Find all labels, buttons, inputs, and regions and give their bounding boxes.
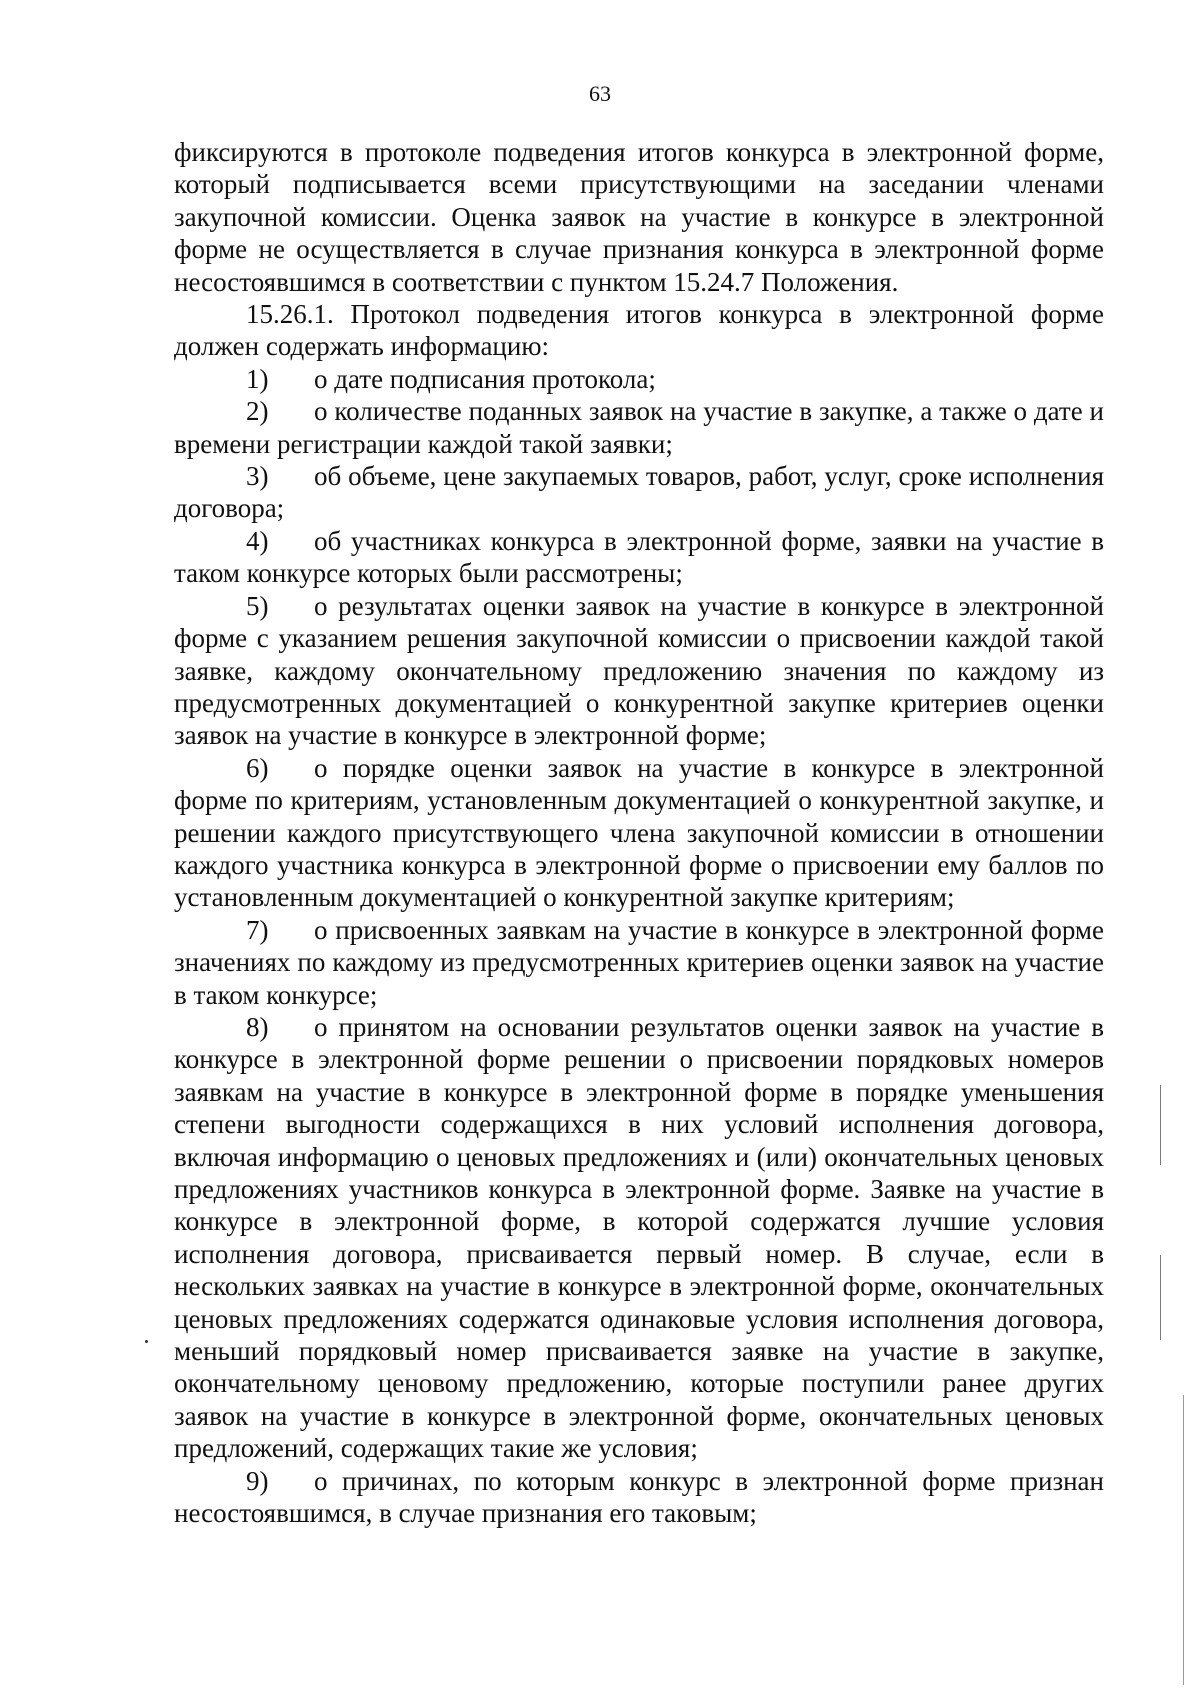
list-item <box>174 525 1104 590</box>
list-item-text: о причинах, по которым конкурс в электронной форме признан несостоявшимся, в случае признания его таковым; <box>174 1465 1104 1529</box>
list-item-number: 7) <box>246 914 269 945</box>
list-item <box>174 1465 1104 1530</box>
scan-edge-mark <box>1160 1085 1161 1165</box>
list-item <box>174 752 1104 914</box>
clause-15-26-1: 15.26.1. Протокол подведения итогов конкурса в электронной форме должен содержать информацию: <box>174 299 1104 362</box>
list-item-text: о присвоенных заявкам на участие в конкурсе в электронной форме значениях по каждому из предусмотренных критериев оценки заявок на участие в таком конкурсе; <box>174 914 1104 1010</box>
list-item-number: 5) <box>246 590 269 621</box>
list-item <box>174 1011 1104 1465</box>
list-item <box>174 363 1104 395</box>
list-item-text: о принятом на основании результатов оценки заявок на участие в конкурсе в электронной форме решении о присвоении порядковых номеров заявкам на участие в конкурсе в электронной форме в порядке уменьшения степени выгодности содержащихся в них условий исполнения договора, включая информацию о ценовых предложениях и (или) окончательных ценовых предложениях участников конкурса в электронной форме. Заявке на участие в конкурсе в электронной форме, в которой содержатся лучшие условия исполнения договора, присваивается первый номер. В случае, если в нескольких заявках на участие в конкурсе в электронной форме, окончательных ценовых предложениях содержатся одинаковые условия исполнения договора, меньший порядковый номер присваивается заявке на участие в закупке, окончательному ценовому предложению, которые поступили ранее других заявок на участие в конкурсе в электронной форме, окончательных ценовых предложений, содержащих такие же условия; <box>174 1011 1104 1464</box>
list-item <box>174 914 1104 1011</box>
list-item-text: об участниках конкурса в электронной форме, заявки на участие в таком конкурсе которых были рассмотрены; <box>174 525 1104 589</box>
scan-edge-mark <box>1183 1395 1184 1685</box>
list-item-number: 8) <box>246 1011 269 1042</box>
list-item-text: о порядке оценки заявок на участие в конкурсе в электронной форме по критериям, установленным документацией о конкурентной закупке, и решении каждого присутствующего члена закупочной комиссии в отношении каждого участника конкурса в электронной форме о присвоении ему баллов по установленным документацией о конкурентной закупке критериям; <box>174 752 1104 913</box>
list-item-number: 1) <box>246 363 269 394</box>
list-item <box>174 590 1104 752</box>
document-body <box>174 136 1104 1529</box>
continuation-paragraph: фиксируются в протоколе подведения итогов конкурса в электронной форме, который подписывается всеми присутствующими на заседании членами закупочной комиссии. Оценка заявок на участие в конкурсе в электронной форме не осуществляется в случае признания конкурса в электронной форме несостоявшимся в соответствии с пунктом 15.24.7 Положения. <box>174 137 1104 297</box>
list-item-text: об объеме, цене закупаемых товаров, работ, услуг, сроке исполнения договора; <box>174 461 1104 524</box>
list-item-number: 3) <box>246 461 269 492</box>
list-item-text: о результатах оценки заявок на участие в конкурсе в электронной форме с указанием решения закупочной комиссии о присвоении каждой такой заявке, каждому окончательному предложению значения по каждому из предусмотренных документацией о конкурентной закупке критериев оценки заявок на участие в конкурсе в электронной форме; <box>174 590 1104 751</box>
scan-edge-mark <box>1160 1255 1161 1340</box>
page-number: 63 <box>589 81 611 106</box>
list-item-number: 9) <box>246 1465 269 1496</box>
list-item-number: 6) <box>246 752 269 783</box>
list-item-number: 2) <box>246 396 269 427</box>
list-item <box>174 460 1104 525</box>
list-item-text: о дате подписания протокола; <box>314 363 656 394</box>
list-item-number: 4) <box>246 525 269 556</box>
scan-speck <box>145 1340 148 1343</box>
list-item-text: о количестве поданных заявок на участие в закупке, а также о дате и времени регистрации каждой такой заявки; <box>174 396 1104 459</box>
list-item <box>174 395 1104 460</box>
